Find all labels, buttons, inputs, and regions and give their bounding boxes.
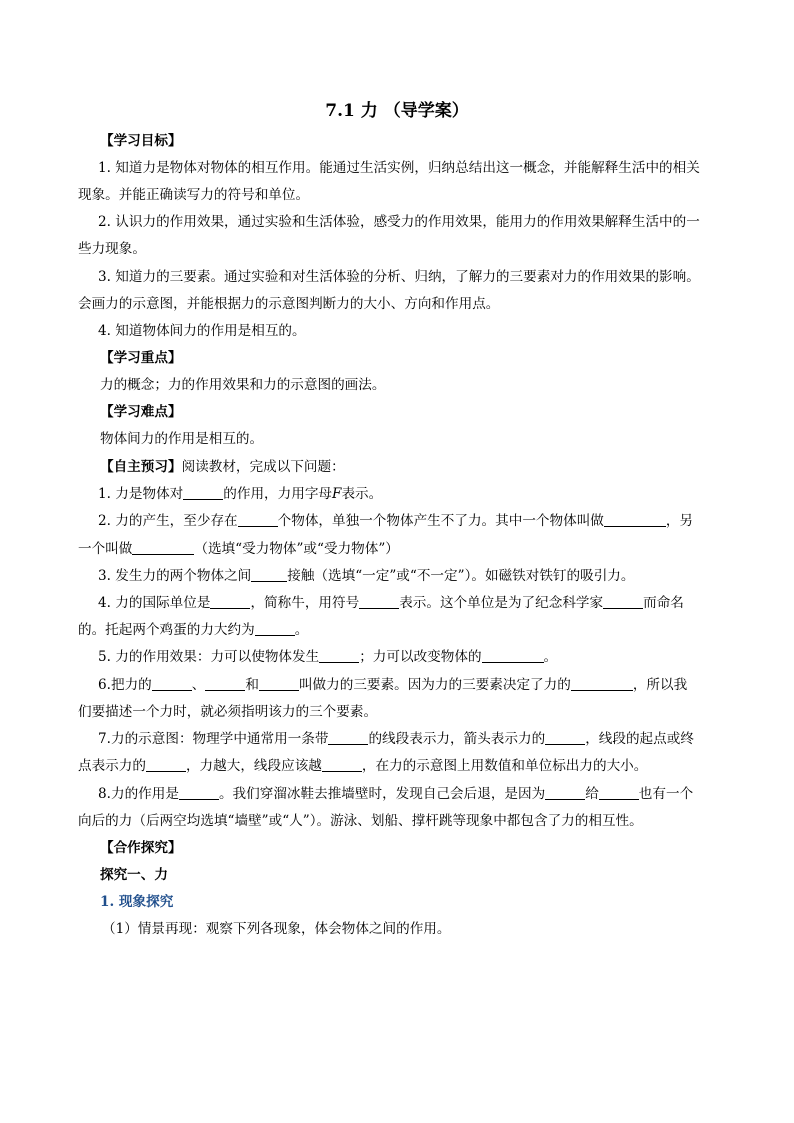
section-heading-key: 【学习重点】 [100,350,182,366]
q2-text-c: ，另 [665,513,694,529]
question-5 [98,648,728,666]
blank-field[interactable] [179,785,219,800]
q1-text-a: 1. 力是物体对 [98,486,184,502]
q7-text-e: ，力越大，线段应该越 [185,758,322,774]
q1-variable: F [332,486,342,502]
blank-field[interactable] [322,757,362,772]
q6-text-e: ，所以我 [632,677,688,693]
blank-field[interactable] [571,676,633,691]
question-6-line-2: 们要描述一个力时，就必须指明该力的三个要素。 [78,704,378,720]
blank-field[interactable] [152,676,192,691]
page-title: 7.1 力 （导学案） [325,101,469,121]
question-6-line-1 [98,676,728,694]
goal-2-line-2: 些力现象。 [78,241,146,257]
blank-field[interactable] [132,540,194,555]
q3-text-b: 接触（选填“一定”或“不一定”）。如磁铁对铁钉的吸引力。 [287,568,635,584]
question-2-line-2 [78,540,728,558]
blank-field[interactable] [251,567,287,582]
q5-text-b: ；力可以改变物体的 [359,649,482,665]
key-text: 力的概念；力的作用效果和力的示意图的画法。 [100,377,386,393]
q6-text-b: 、 [191,677,206,693]
section-heading-preview: 【自主预习】 [100,459,182,475]
blank-field[interactable] [604,512,666,527]
q2-text-e: （选填“受力物体”或“受力物体”） [194,541,399,557]
preview-intro [100,458,750,476]
q7-text-b: 的线段表示力，箭头表示力的 [368,731,546,747]
goal-4: 4. 知道物体间力的作用是相互的。 [98,323,306,339]
section-heading-goals: 【学习目标】 [100,133,182,149]
blank-field[interactable] [205,676,245,691]
question-7-line-2 [78,757,728,775]
q1-text-c: 表示。 [341,486,383,502]
question-7-line-1 [98,730,728,748]
explore-heading-1: 探究一、力 [100,867,168,883]
q2-text-d: 一个叫做 [78,541,133,557]
explore-subheading-1: 1. 现象探究 [100,894,174,910]
blank-field[interactable] [255,621,295,636]
question-3 [98,567,728,585]
question-4-line-2 [78,621,728,639]
q5-text-c: 。 [543,649,558,665]
explore-item-1: （1）情景再现：观察下列各现象，体会物体之间的作用。 [102,921,451,937]
goal-3-line-1: 3. 知道力的三要素。通过实验和对生活体验的分析、归纳，了解力的三要素对力的作用效果的影响。 [98,269,700,285]
blank-field[interactable] [259,676,299,691]
section-heading-difficulty: 【学习难点】 [100,404,182,420]
q8-text-b: 。我们穿溜冰鞋去推墙壁时，发现自己会后退，是因为 [218,786,546,802]
blank-field[interactable] [238,512,278,527]
q4-text-b: ，简称牛，用符号 [250,595,360,611]
blank-field[interactable] [146,757,186,772]
goal-2-line-1: 2. 认识力的作用效果，通过实验和生活体验，感受力的作用效果，能用力的作用效果解释生活中的一 [98,214,700,230]
question-4-line-1 [98,594,728,612]
q7-text-c: ，线段的起点或终 [585,731,694,747]
q7-text-d: 点表示力的 [78,758,146,774]
q6-text-c: 和 [245,677,259,693]
blank-field[interactable] [328,730,368,745]
question-2-line-1 [98,512,728,530]
blank-field[interactable] [319,648,359,663]
q1-text-b: 的作用，力用字母 [223,486,333,502]
goal-1-line-1: 1. 知道力是物体对物体的相互作用。能通过生活实例，归纳总结出这一概念，并能解释生活中的相关 [98,160,700,176]
q2-text-a: 2. 力的产生，至少存在 [98,513,238,529]
question-8-line-1 [98,785,728,803]
blank-field[interactable] [545,785,585,800]
blank-field[interactable] [599,785,639,800]
difficulty-text: 物体间力的作用是相互的。 [100,431,264,447]
q4-text-e: 的。托起两个鸡蛋的力大约为 [78,622,255,638]
blank-field[interactable] [359,594,399,609]
q4-text-f: 。 [294,622,309,638]
question-8-line-2: 向后的力（后两空均选填“墙壁”或“人”）。游泳、划船、撑杆跳等现象中都包含了力的相互性。 [78,813,643,829]
q6-text-d: 叫做力的三要素。因为力的三要素决定了力的 [298,677,571,693]
q2-text-b: 个物体，单独一个物体产生不了力。其中一个物体叫做 [277,513,604,529]
blank-field[interactable] [603,594,643,609]
q4-text-c: 表示。这个单位是为了纪念科学家 [399,595,604,611]
q6-text-a: 6.把力的 [98,677,152,693]
goal-1-line-2: 现象。并能正确读写力的符号和单位。 [78,187,310,203]
section-heading-cooperative: 【合作探究】 [100,840,182,856]
goal-3-line-2: 会画力的示意图，并能根据力的示意图判断力的大小、方向和作用点。 [78,296,500,312]
q3-text-a: 3. 发生力的两个物体之间 [98,568,252,584]
blank-field[interactable] [545,730,585,745]
q5-text-a: 5. 力的作用效果：力可以使物体发生 [98,649,320,665]
preview-instructions: 阅读教材，完成以下问题： [181,459,345,475]
q7-text-f: ，在力的示意图上用数值和单位标出力的大小。 [361,758,648,774]
q8-text-c: 给 [585,786,599,802]
question-1 [98,485,728,503]
blank-field[interactable] [210,594,250,609]
q4-text-a: 4. 力的国际单位是 [98,595,211,611]
q8-text-d: 也有一个 [638,786,694,802]
q7-text-a: 7.力的示意图：物理学中通常用一条带 [98,731,329,747]
blank-field[interactable] [482,648,544,663]
blank-field[interactable] [183,485,223,500]
q8-text-a: 8.力的作用是 [98,786,179,802]
q4-text-d: 而命名 [643,595,684,611]
